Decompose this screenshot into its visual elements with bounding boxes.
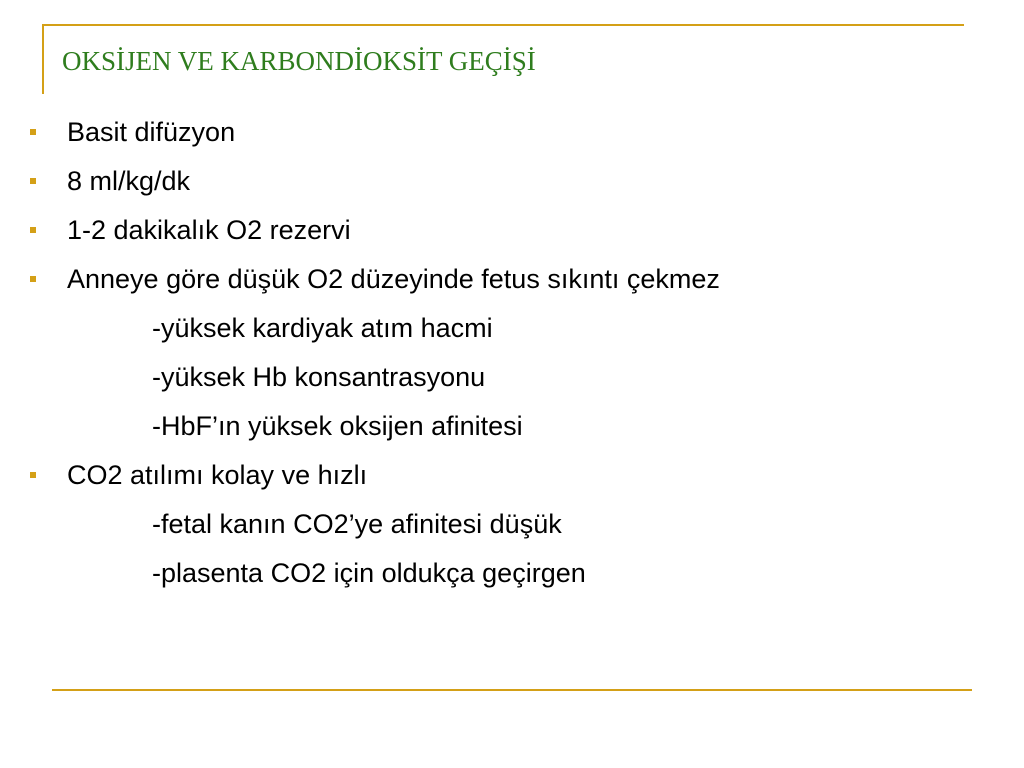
square-bullet-icon bbox=[30, 276, 36, 282]
sub-item: -HbF’ın yüksek oksijen afinitesi bbox=[152, 411, 523, 441]
slide-title: OKSİJEN VE KARBONDİOKSİT GEÇİŞİ bbox=[62, 46, 536, 76]
slide-content bbox=[0, 116, 1024, 606]
bullet-text: 8 ml/kg/dk bbox=[67, 166, 191, 196]
square-bullet-icon bbox=[30, 227, 36, 233]
bullet-text: CO2 atılımı kolay ve hızlı bbox=[67, 460, 368, 490]
bullet-item bbox=[0, 116, 857, 148]
sub-item: -fetal kanın CO2’ye afinitesi düşük bbox=[152, 509, 562, 539]
bullet-text: 1-2 dakikalık O2 rezervi bbox=[67, 215, 351, 245]
bullet-item bbox=[0, 459, 857, 491]
sub-item: -plasenta CO2 için oldukça geçirgen bbox=[152, 558, 586, 588]
title-frame-top-line bbox=[42, 24, 964, 26]
square-bullet-icon bbox=[30, 178, 36, 184]
square-bullet-icon bbox=[30, 472, 36, 478]
footer-divider-line bbox=[52, 689, 972, 691]
sub-item: -yüksek Hb konsantrasyonu bbox=[152, 362, 486, 392]
title-frame-left-line bbox=[42, 24, 44, 94]
bullet-item bbox=[0, 263, 857, 295]
bullet-item bbox=[0, 165, 857, 197]
square-bullet-icon bbox=[30, 129, 36, 135]
bullet-text: Anneye göre düşük O2 düzeyinde fetus sıkıntı çekmez bbox=[67, 264, 720, 294]
bullet-text: Basit difüzyon bbox=[67, 117, 236, 147]
bullet-item bbox=[0, 214, 857, 246]
sub-item: -yüksek kardiyak atım hacmi bbox=[152, 313, 493, 343]
